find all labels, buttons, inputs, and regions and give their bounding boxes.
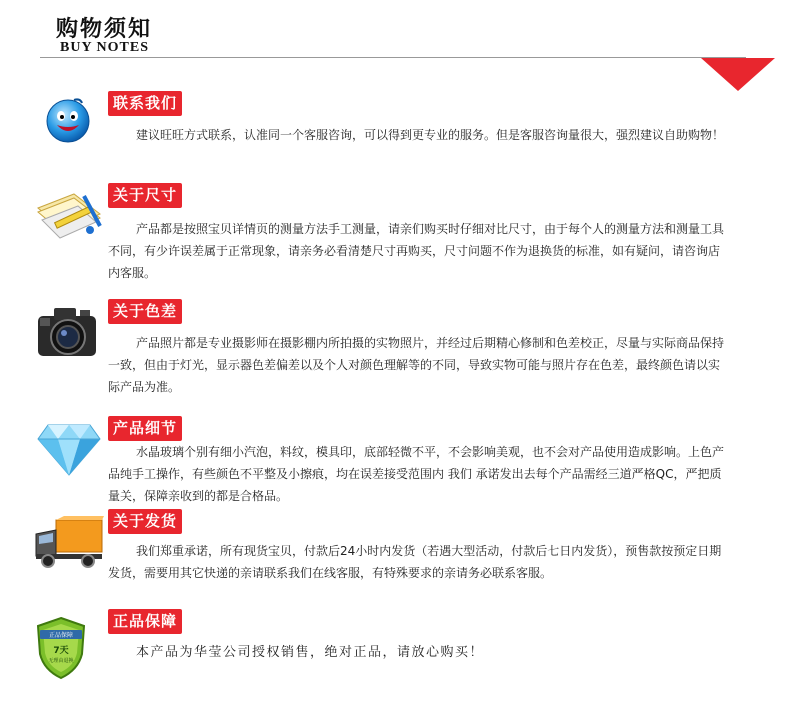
section-contact bbox=[0, 88, 790, 178]
badge-text-days: 7天 bbox=[53, 646, 69, 656]
section-title-contact: 联系我们 bbox=[108, 91, 182, 116]
badge-text-top: 正品保障 bbox=[48, 632, 74, 639]
section-text-size: 产品都是按照宝贝详情页的测量方法手工测量，请亲们购买时仔细对比尺寸，由于每个人的测量方法和测量工具不同，有少许误差属于正常现象，请亲务必看清楚尺寸再购买，尺寸问题不作为退换货的标准，如有疑问，请咨询店内客服。 bbox=[108, 222, 725, 280]
delivery-truck-icon bbox=[34, 516, 104, 570]
header-divider bbox=[40, 57, 746, 58]
section-title-color: 关于色差 bbox=[108, 299, 182, 324]
diamond-icon bbox=[36, 421, 102, 477]
camera-icon bbox=[36, 304, 98, 362]
section-title-size: 关于尺寸 bbox=[108, 183, 182, 208]
section-text-contact: 建议旺旺方式联系，认准同一个客服咨询，可以得到更专业的服务。但是客服咨询量很大，强烈建议自助购物！ bbox=[136, 128, 725, 142]
page-title: 购物须知 bbox=[56, 17, 153, 42]
section-size bbox=[0, 180, 790, 280]
badge-text-bottom: 无理由退换 bbox=[48, 658, 74, 664]
smiley-face-icon bbox=[44, 96, 92, 144]
section-text-shipping: 我们郑重承诺，所有现货宝贝，付款后24小时内发货（若遇大型活动，付款后七日内发货），预售款按预定日期发货，需要用其它快递的亲请联系我们在线客服，有特殊要求的亲请务必联系客服。 bbox=[108, 544, 722, 580]
shield-badge-icon bbox=[36, 616, 86, 680]
section-text-guarantee: 本产品为华莹公司授权销售，绝对正品，请放心购买！ bbox=[136, 645, 485, 660]
section-text-color: 产品照片都是专业摄影师在摄影棚内所拍摄的实物照片，并经过后期精心修制和色差校正，尽量与实际商品保持一致，但由于灯光，显示器色差偏差以及个人对颜色理解等的不同，导致实物可能与照片存在色差，最终颜色请以实际产品为准。 bbox=[108, 336, 725, 394]
section-title-shipping: 关于发货 bbox=[108, 509, 182, 534]
page-subtitle: BUY NOTES bbox=[60, 40, 150, 55]
section-text-detail: 水晶玻璃个别有细小汽泡，料纹，模具印，底部轻微不平，不会影响美观，也不会对产品使用造成影响。上色产品纯手工操作，有些颜色不平整及小擦痕，均在误差接受范围内 我们 承诺发出去每个产品需经三道严格QC，严把质量关，保障亲收到的都是合格品。 bbox=[108, 445, 725, 503]
section-title-guarantee: 正品保障 bbox=[108, 609, 182, 634]
section-title-detail: 产品细节 bbox=[108, 416, 182, 441]
section-detail bbox=[0, 413, 790, 503]
section-guarantee bbox=[0, 606, 790, 706]
section-color bbox=[0, 296, 790, 396]
header-corner-triangle bbox=[701, 58, 775, 91]
ruler-notebook-icon bbox=[34, 186, 106, 246]
section-shipping bbox=[0, 506, 790, 596]
